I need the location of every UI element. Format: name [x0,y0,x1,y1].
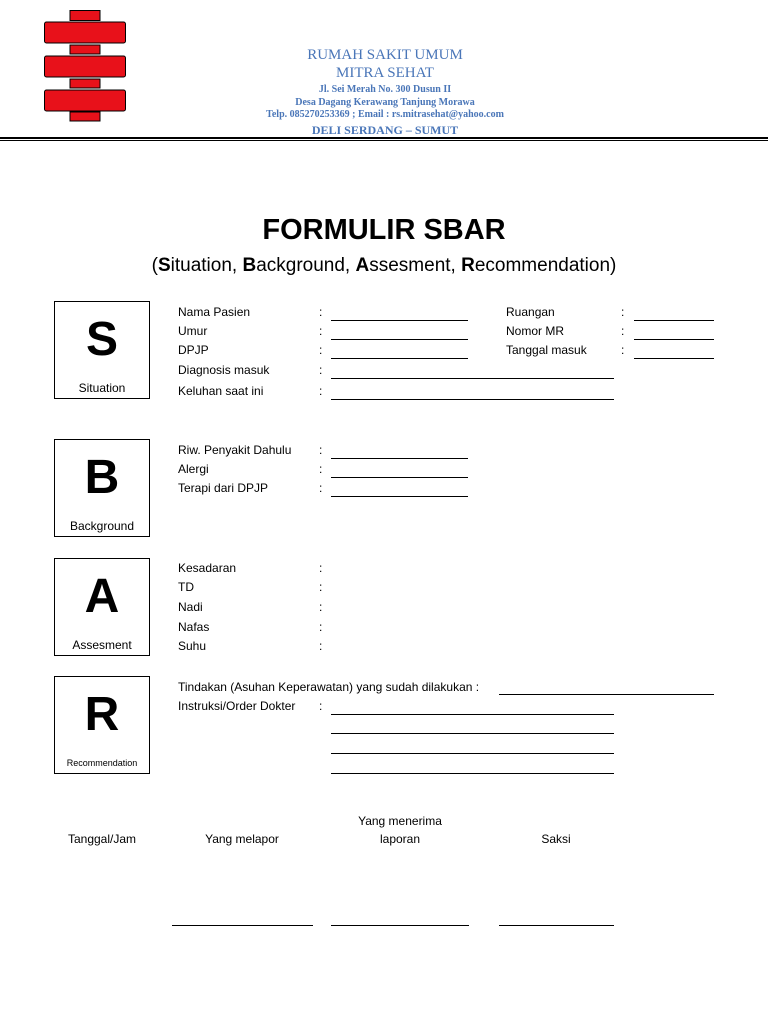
colon: : [319,324,323,338]
sig-yang-menerima: Yang menerima [358,814,442,828]
field-nomor-mr[interactable] [634,339,714,340]
recommendation-letter: R [84,688,120,741]
field-nama-pasien[interactable] [331,320,468,321]
colon: : [319,600,323,614]
colon: : [319,561,323,575]
background-box [54,439,150,537]
label-td: TD [178,580,194,594]
background-caption: Background [69,519,135,533]
field-dpjp[interactable] [331,358,468,359]
label-tindakan: Tindakan (Asuhan Keperawatan) yang sudah dilakukan : [178,680,480,694]
sig-line-melapor[interactable] [172,925,313,926]
sig-laporan: laporan [379,832,421,846]
assesment-box [54,558,150,656]
sig-saksi: Saksi [541,832,571,846]
hospital-name-2: MITRA SEHAT [336,65,434,81]
label-terapi: Terapi dari DPJP [178,481,269,495]
field-instruksi-1[interactable] [331,714,614,715]
header-rule-thin [0,140,768,141]
label-instruksi: Instruksi/Order Dokter [178,699,296,713]
situation-caption: Situation [78,381,126,395]
colon: : [319,620,323,634]
label-nama-pasien: Nama Pasien [178,305,251,319]
label-tanggal-masuk: Tanggal masuk [506,343,587,357]
colon: : [621,324,625,338]
label-ruangan: Ruangan [506,305,555,319]
colon: : [319,384,323,398]
colon: : [319,343,323,357]
form-title: FORMULIR SBAR [262,214,506,246]
label-diagnosis: Diagnosis masuk [178,363,270,377]
colon: : [319,481,323,495]
label-dpjp: DPJP [178,343,209,357]
field-terapi[interactable] [331,496,468,497]
label-alergi: Alergi [178,462,209,476]
hospital-region: DELI SERDANG – SUMUT [311,123,459,137]
recommendation-box [54,676,150,774]
label-nadi: Nadi [178,600,203,614]
field-ruangan[interactable] [634,320,714,321]
hospital-name: RUMAH SAKIT UMUM [307,47,463,63]
field-tanggal-masuk[interactable] [634,358,714,359]
background-letter: B [84,451,120,504]
colon: : [319,443,323,457]
label-kesadaran: Kesadaran [178,561,237,575]
label-suhu: Suhu [178,639,207,653]
assesment-letter: A [84,570,120,623]
sig-line-menerima[interactable] [331,925,469,926]
colon: : [319,462,323,476]
form-subtitle: (Situation, Background, Assesment, Recommendation) [151,255,617,276]
label-nomor-mr: Nomor MR [506,324,565,338]
colon: : [621,305,625,319]
field-tindakan[interactable] [499,694,714,695]
situation-letter: S [85,313,118,366]
field-instruksi-2[interactable] [331,733,614,734]
field-alergi[interactable] [331,477,468,478]
hospital-logo [44,10,126,122]
label-nafas: Nafas [178,620,210,634]
colon: : [621,343,625,357]
field-instruksi-4[interactable] [331,773,614,774]
sig-tanggal-jam: Tanggal/Jam [67,832,137,846]
label-keluhan: Keluhan saat ini [178,384,264,398]
assesment-caption: Assesment [72,638,132,652]
sig-line-saksi[interactable] [499,925,614,926]
sig-yang-melapor: Yang melapor [205,832,279,846]
recommendation-caption: Recommendation [66,758,138,768]
field-instruksi-3[interactable] [331,753,614,754]
label-umur: Umur [178,324,208,338]
label-riwayat: Riw. Penyakit Dahulu [178,443,292,457]
field-diagnosis[interactable] [331,378,614,379]
field-riwayat[interactable] [331,458,468,459]
hospital-address-2: Desa Dagang Kerawang Tanjung Morawa [295,97,475,108]
header-rule [0,137,768,139]
colon: : [319,699,323,713]
hospital-contact: Telp. 085270253369 ; Email : rs.mitrasehat@yahoo.com [266,109,504,120]
situation-box [54,301,150,399]
colon: : [319,580,323,594]
colon: : [319,305,323,319]
field-keluhan[interactable] [331,399,614,400]
hospital-address-1: Jl. Sei Merah No. 300 Dusun II [318,84,452,95]
colon: : [319,363,323,377]
colon: : [319,639,323,653]
field-umur[interactable] [331,339,468,340]
